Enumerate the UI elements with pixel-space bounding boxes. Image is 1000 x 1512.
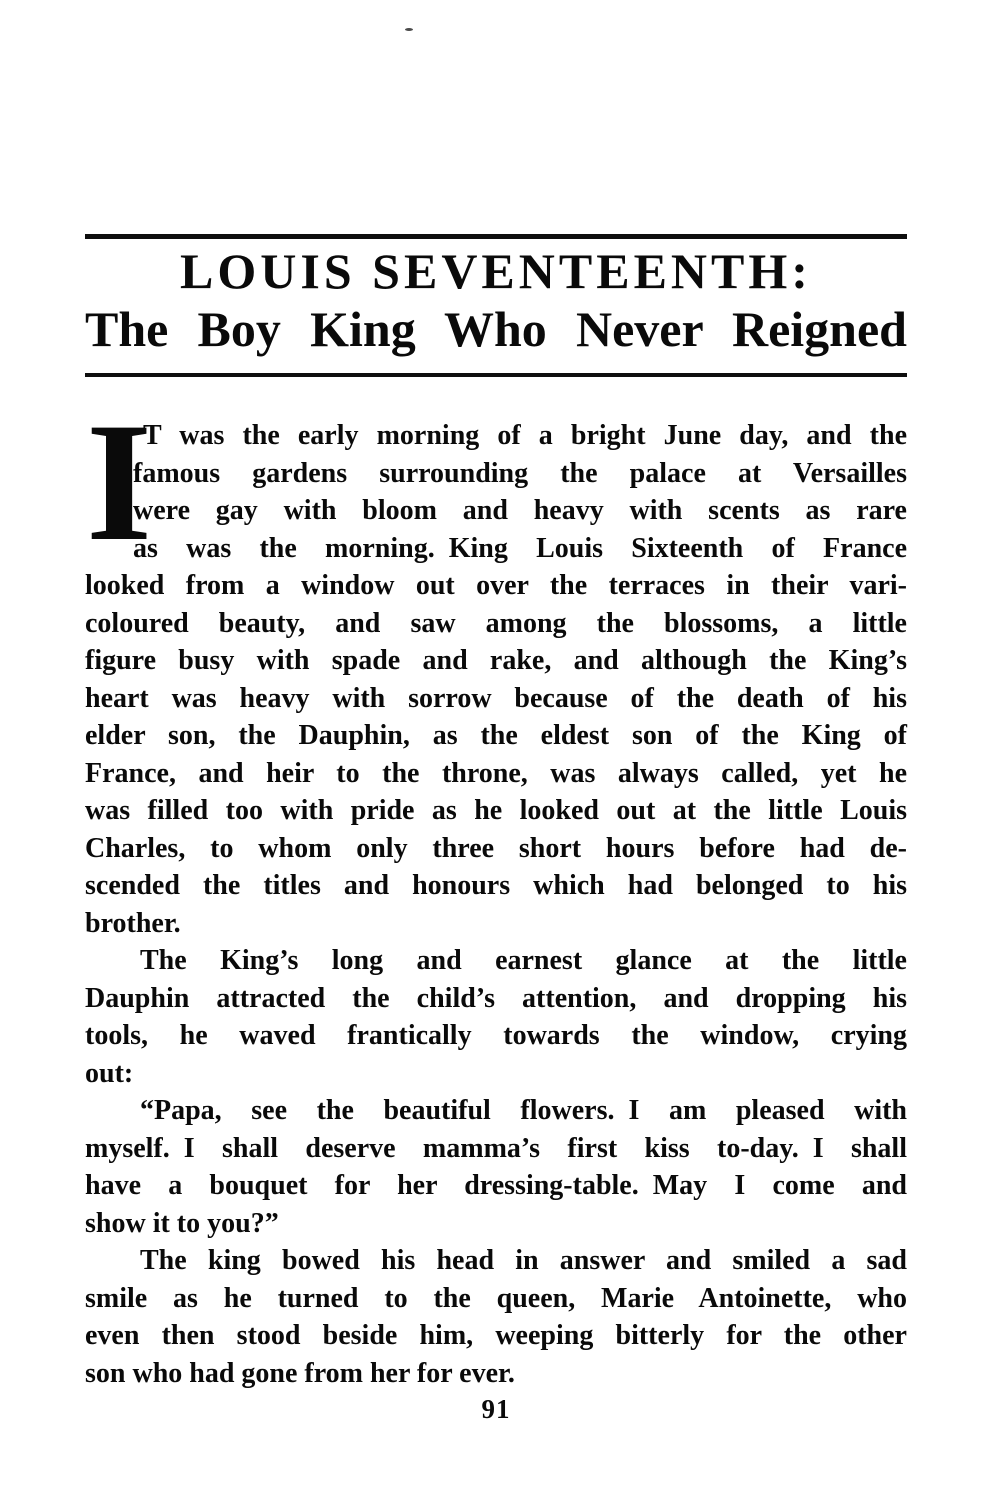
text-line: Charles, to whom only three short hours before had de- — [85, 832, 907, 864]
text-line: was filled too with pride as he looked out at the little Louis — [85, 795, 907, 826]
text-line: son who had gone from her for ever. — [85, 1357, 515, 1389]
text-line: “Papa, see the beautiful flowers. I am pleased with — [140, 1095, 907, 1126]
chapter-title-line2: The Boy King Who Never Reigned — [85, 301, 907, 357]
paragraph — [85, 1092, 907, 1242]
text-line: have a bouquet for her dressing-table. May I come and — [85, 1170, 907, 1201]
text-line: France, and heir to the throne, was always called, yet he — [85, 757, 907, 789]
page-number: 91 — [481, 1394, 511, 1424]
paragraph — [85, 942, 907, 1092]
chapter-title-line1: LOUIS SEVENTEENTH: — [180, 243, 812, 299]
text-line: were gay with bloom and heavy with scents as rare — [133, 495, 907, 526]
title-rule-top — [85, 234, 907, 239]
text-line: smile as he turned to the queen, Marie Antoinette, who — [85, 1282, 907, 1314]
paragraph — [85, 1242, 907, 1392]
drop-cap: I — [86, 388, 153, 576]
text-line: famous gardens surrounding the palace at Versailles — [133, 457, 907, 489]
text-line: show it to you?” — [85, 1207, 279, 1239]
text-line: scended the titles and honours which had belonged to his — [85, 870, 907, 901]
text-line: myself. I shall deserve mamma’s first kiss to-day. I shall — [85, 1132, 907, 1164]
text-line: out: — [85, 1057, 134, 1089]
text-line: looked from a window out over the terraces in their vari- — [85, 570, 907, 601]
text-line: The King’s long and earnest glance at the little — [140, 945, 907, 976]
text-line: tools, he waved frantically towards the window, crying — [85, 1020, 907, 1051]
text-line: brother. — [85, 907, 181, 939]
text-line: elder son, the Dauphin, as the eldest son of the King of — [85, 720, 907, 751]
text-line: T was the early morning of a bright June day, and the — [143, 420, 907, 451]
body-text — [85, 388, 907, 1392]
text-line: heart was heavy with sorrow because of the death of his — [85, 682, 907, 714]
title-rule-bottom — [85, 373, 907, 377]
text-line: Dauphin attracted the child’s attention, and dropping his — [85, 982, 907, 1014]
text-line: even then stood beside him, weeping bitterly for the other — [85, 1320, 907, 1351]
text-line: coloured beauty, and saw among the blossoms, a little — [85, 607, 907, 639]
paragraph — [85, 388, 907, 942]
text-line: The king bowed his head in answer and smiled a sad — [140, 1245, 907, 1276]
print-speck — [405, 28, 413, 31]
text-line: figure busy with spade and rake, and although the King’s — [85, 645, 907, 676]
text-line: as was the morning. King Louis Sixteenth of France — [133, 532, 907, 564]
